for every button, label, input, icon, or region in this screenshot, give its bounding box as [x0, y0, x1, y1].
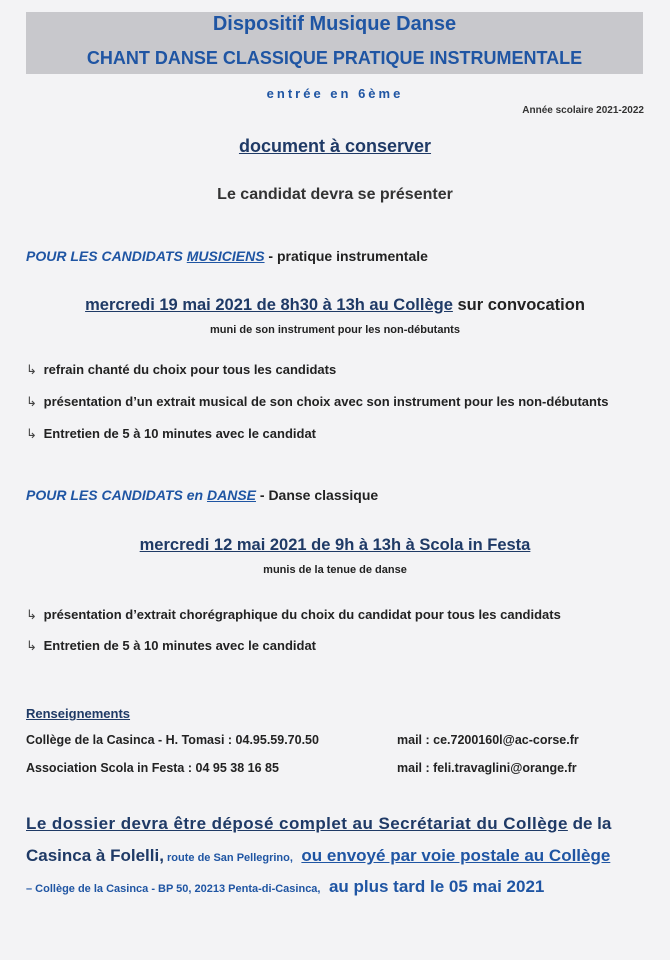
bullet-arrow-icon: ↳: [26, 638, 37, 653]
dance-date-row: [0, 536, 670, 555]
footer-line-1-end: de la: [567, 814, 612, 833]
list-item-text: refrain chanté du choix pour tous les candidats: [43, 362, 337, 377]
keep-notice-row: [0, 136, 670, 157]
list-item-text: Entretien de 5 à 10 minutes avec le candidat: [43, 426, 317, 441]
header-title: Dispositif Musique Danse: [212, 13, 457, 35]
list-item-text: présentation d’un extrait musical de son choix avec son instrument pour les non-débutants: [43, 394, 609, 409]
entry-level: entrée en 6ème: [266, 86, 404, 101]
dance-date: mercredi 12 mai 2021 de 9h à 13h à Scola in Festa: [139, 536, 531, 554]
bullet-arrow-icon: ↳: [26, 607, 37, 622]
list-item: [26, 607, 561, 623]
info-heading: Renseignements: [26, 706, 131, 721]
school-year: Année scolaire 2021-2022: [522, 105, 644, 116]
musicians-heading-prefix: POUR LES CANDIDATS: [26, 248, 187, 264]
footer-line-2-start: Casinca à Folelli,: [26, 846, 164, 865]
footer-line-2-link: ou envoyé par voie postale au Collège: [301, 846, 611, 865]
footer-line-3-small: – Collège de la Casinca - BP 50, 20213 Penta-di-Casinca,: [26, 883, 321, 895]
list-item: [26, 362, 336, 378]
musicians-date-suffix: sur convocation: [452, 296, 585, 314]
footer-line-1: [26, 814, 611, 834]
dance-heading-prefix: POUR LES CANDIDATS en: [26, 487, 207, 503]
footer-line-3: [26, 877, 544, 897]
bullet-arrow-icon: ↳: [26, 394, 37, 409]
contact-association-mail: mail : feli.travaglini@orange.fr: [397, 761, 577, 775]
musicians-heading-keyword: MUSICIENS: [186, 248, 265, 264]
header-box: [26, 12, 643, 74]
keep-notice: document à conserver: [238, 136, 432, 156]
musicians-note: muni de son instrument pour les non-débutants: [210, 324, 460, 336]
dance-note: munis de la tenue de danse: [263, 564, 407, 576]
bullet-arrow-icon: ↳: [26, 362, 37, 377]
list-item: [26, 638, 316, 654]
list-item: [26, 394, 609, 410]
footer-line-1-main: Le dossier devra être déposé complet au Secrétariat du Collège: [26, 814, 568, 833]
musicians-date: mercredi 19 mai 2021 de 8h30 à 13h au Collège: [85, 296, 453, 314]
list-item-text: présentation d’extrait chorégraphique du choix du candidat pour tous les candidats: [43, 607, 561, 622]
footer-line-2-small: route de San Pellegrino,: [163, 852, 293, 864]
musicians-heading-suffix: - pratique instrumentale: [264, 248, 428, 264]
musicians-heading: [26, 248, 428, 264]
dance-heading-suffix: - Danse classique: [256, 487, 379, 503]
bullet-arrow-icon: ↳: [26, 426, 37, 441]
candidate-intro: Le candidat devra se présenter: [217, 186, 453, 203]
header-subtitle: CHANT DANSE CLASSIQUE PRATIQUE INSTRUMENTALE: [86, 48, 583, 68]
dance-heading-keyword: DANSE: [206, 487, 256, 503]
list-item: [26, 426, 316, 442]
contact-college: Collège de la Casinca - H. Tomasi : 04.95.59.70.50: [26, 733, 319, 747]
list-item-text: Entretien de 5 à 10 minutes avec le candidat: [43, 638, 317, 653]
dance-heading: [26, 487, 378, 503]
contact-college-mail: mail : ce.7200160l@ac-corse.fr: [397, 733, 579, 747]
footer-line-2: [26, 846, 610, 866]
musicians-date-row: [0, 296, 670, 315]
contact-association: Association Scola in Festa : 04 95 38 16 85: [26, 761, 279, 775]
footer-deadline: au plus tard le 05 mai 2021: [328, 877, 545, 896]
